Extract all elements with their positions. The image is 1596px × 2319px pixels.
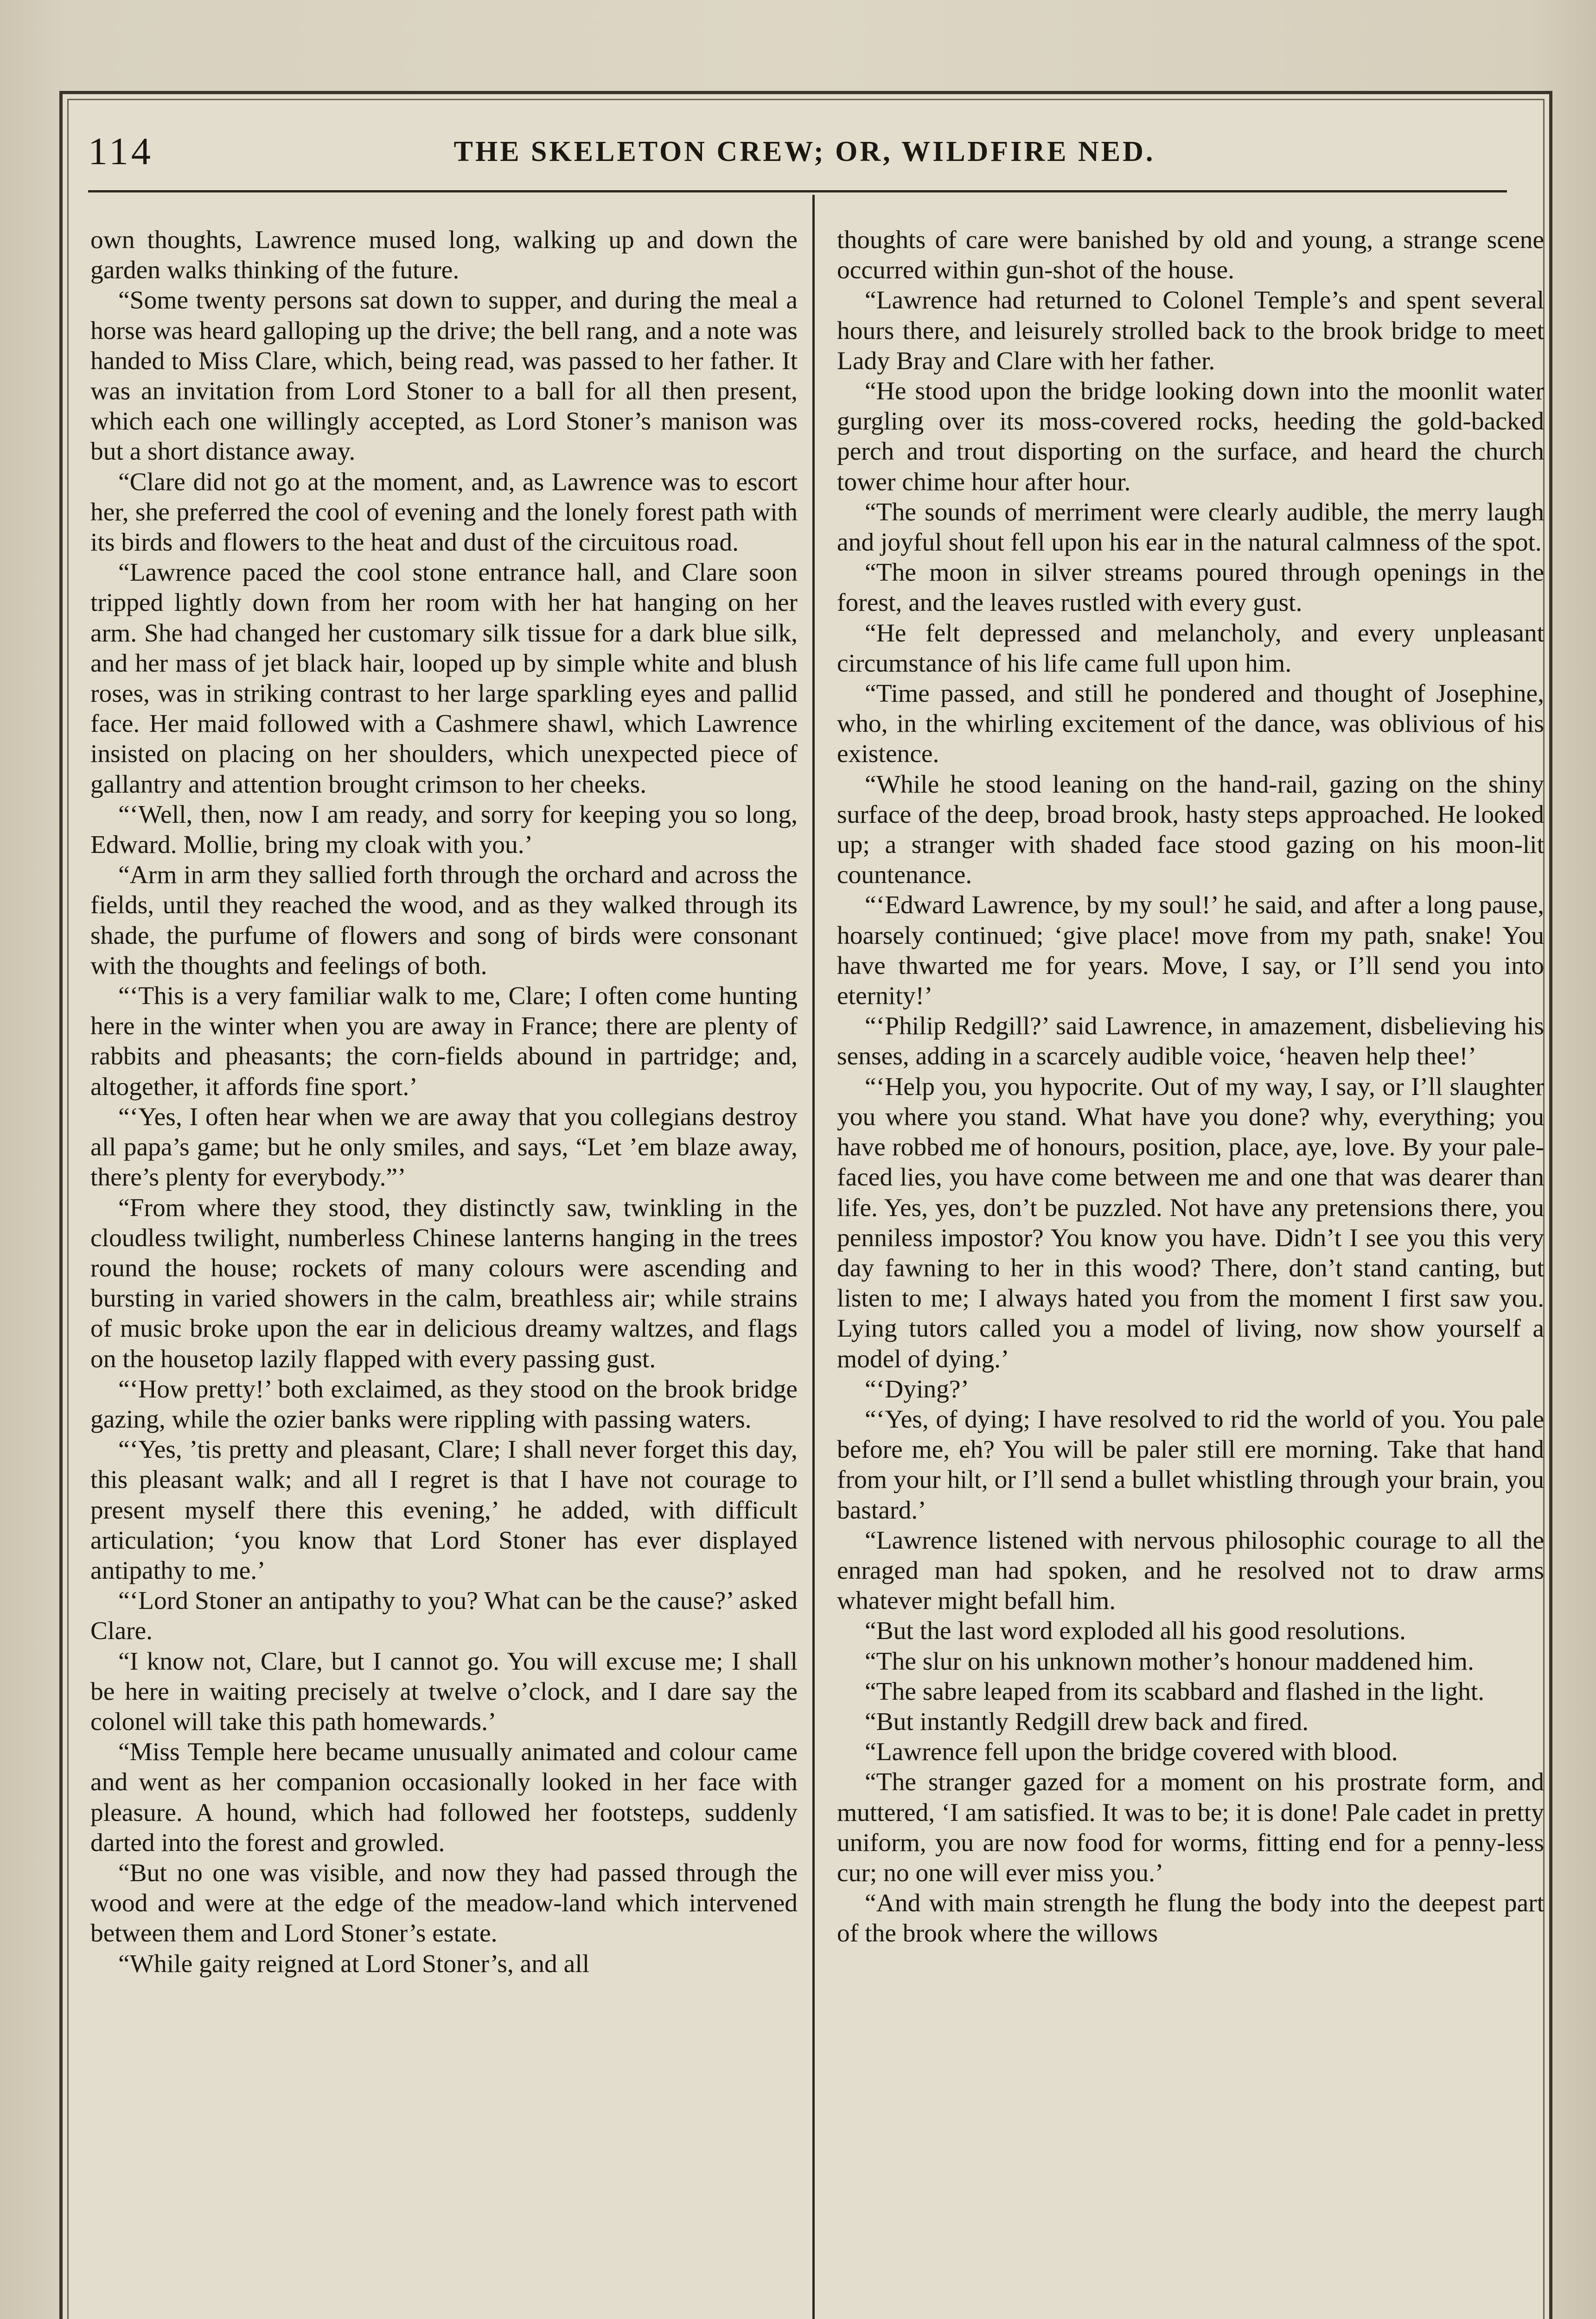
paragraph: “The sabre leaped from its scabbard and flashed in the light. — [865, 1677, 1485, 1706]
running-title: THE SKELETON CREW; OR, WILDFIRE NED. — [453, 136, 1156, 167]
paragraph: “Lawrence paced the cool stone entrance hall, and Clare soon tripped lightly down from her room with her hat hanging on her arm. She had changed her customary silk tissue for a dark blue silk, and her mass of jet black hair, looped up by simple white and blush roses, was in striking contrast to her large sparkling eyes and pallid face. Her maid followed with a Cashmere shawl, which Lawrence insisted on placing on her shoulders, which unexpected piece of gallantry and attention brought crimson to her cheeks. — [90, 558, 798, 799]
paragraph: “While gaity reigned at Lord Stoner’s, and all — [118, 1949, 590, 1978]
paragraph: “Some twenty persons sat down to supper, and during the meal a horse was heard galloping up the drive; the bell rang, and a note was handed to Miss Clare, which, being read, was passed to her father. It was an invitation from Lord Stoner to a ball for all then present, which each one willingly accepted, as Lord Stoner’s manison was but a short distance away. — [90, 286, 798, 466]
paragraph: “‘Yes, I often hear when we are away that you collegians destroy all papa’s game; but he only smiles, and says, “Let ’em blaze away, there’s plenty for everybody.”’ — [90, 1102, 798, 1192]
paragraph: “He stood upon the bridge looking down into the moonlit water gurgling over its moss-covered rocks, heeding the gold-backed perch and trout disporting on the surface, and heard the church tower chime hour after hour. — [837, 377, 1544, 496]
paragraph: “‘Philip Redgill?’ said Lawrence, in amazement, disbelieving his senses, adding in a scarcely audible voice, ‘heaven help thee!’ — [837, 1012, 1544, 1071]
paragraph: “And with main strength he flung the body into the deepest part of the brook where the willows — [837, 1889, 1544, 1948]
paragraph: “‘Dying?’ — [865, 1375, 969, 1403]
page-number: 114 — [88, 130, 153, 173]
paragraph: “Time passed, and still he pondered and thought of Josephine, who, in the whirling excitement of the dance, was oblivious of his existence. — [837, 679, 1544, 769]
right-column — [837, 225, 1544, 1949]
paragraph: “The moon in silver streams poured through openings in the forest, and the leaves rustled with every gust. — [837, 558, 1544, 617]
paragraph: “‘Help you, you hypocrite. Out of my way, I say, or I’ll slaughter you where you stand. What have you done? why, everything; you have robbed me of honours, position, place, aye, love. By your pale-faced lies, you have come between me and one that was dearer than life. Yes, yes, don’t be puzzled. Not have any pretensions there, you penniless impostor? You know you have. Didn’t I see you this very day fawning to her in this wood? There, don’t stand canting, but listen to me; I always hated you from the moment I first saw you. Lying tutors called you a model of living, now show yourself a model of dying.’ — [837, 1072, 1544, 1373]
left-column — [90, 225, 798, 1979]
paragraph: “From where they stood, they distinctly saw, twinkling in the cloudless twilight, numberless Chinese lanterns hanging in the trees round the house; rockets of many colours were ascending and bursting in varied showers in the calm, breathless air; while strains of music broke upon the ear in delicious dreamy waltzes, and flags on the housetop lazily flapped with every passing gust. — [90, 1193, 798, 1373]
paragraph: “Lawrence fell upon the bridge covered with blood. — [865, 1738, 1398, 1767]
paragraph: “I know not, Clare, but I cannot go. You will excuse me; I shall be here in waiting precisely at twelve o’clock, and I dare say the colonel will take this path homewards.’ — [90, 1647, 798, 1736]
header-rule — [88, 190, 1507, 192]
paragraph: “Lawrence listened with nervous philosophic courage to all the enraged man had spoken, and he resolved not to draw arms whatever might befall him. — [837, 1526, 1544, 1615]
paragraph: “But the last word exploded all his good resolutions. — [865, 1617, 1406, 1646]
paragraph: “Lawrence had returned to Colonel Temple’s and spent several hours there, and leisurely strolled back to the brook bridge to meet Lady Bray and Clare with her father. — [837, 286, 1544, 375]
paragraph: “The slur on his unknown mother’s honour maddened him. — [865, 1647, 1474, 1676]
paragraph: “He felt depressed and melancholy, and every unpleasant circumstance of his life came full upon him. — [837, 619, 1544, 678]
paragraph: “‘Yes, of dying; I have resolved to rid the world of you. You pale before me, eh? You will be paler still ere morning. Take that hand from your hilt, or I’ll send a bullet whistling through your brain, you bastard.’ — [837, 1405, 1544, 1525]
paragraph: “While he stood leaning on the hand-rail, gazing on the shiny surface of the deep, broad brook, hasty steps approached. He looked up; a stranger with shaded face stood gazing on his moon-lit countenance. — [837, 770, 1544, 890]
paragraph: “‘Well, then, now I am ready, and sorry for keeping you so long, Edward. Mollie, bring my cloak with you.’ — [90, 800, 798, 859]
page-header — [88, 125, 1521, 181]
paragraph: “Clare did not go at the moment, and, as Lawrence was to escort her, she preferred the cool of evening and the lonely forest path with its birds and flowers to the heat and dust of the circuitous road. — [90, 468, 798, 557]
column-divider — [812, 195, 815, 2319]
paragraph: thoughts of care were banished by old and young, a strange scene occurred within gun-shot of the house. — [837, 226, 1544, 285]
paragraph: “‘This is a very familiar walk to me, Clare; I often come hunting here in the winter when you are away in France; there are plenty of rabbits and pheasants; the corn-fields abound in partridge; and, altogether, it affords fine sport.’ — [90, 982, 798, 1101]
paragraph: “The stranger gazed for a moment on his prostrate form, and muttered, ‘I am satisfied. It was to be; it is done! Pale cadet in pretty uniform, you are now food for worms, fitting end for a penny-less cur; no one will ever miss you.’ — [837, 1768, 1544, 1887]
paragraph: “But no one was visible, and now they had passed through the wood and were at the edge of the meadow-land which intervened between them and Lord Stoner’s estate. — [90, 1858, 798, 1948]
paragraph: “Miss Temple here became unusually animated and colour came and went as her companion occasionally looked in her face with pleasure. A hound, which had followed her footsteps, suddenly darted into the forest and growled. — [90, 1738, 798, 1857]
paragraph: own thoughts, Lawrence mused long, walking up and down the garden walks thinking of the future. — [90, 226, 798, 285]
paragraph: “‘Edward Lawrence, by my soul!’ he said, and after a long pause, hoarsely continued; ‘give place! move from my path, snake! You have thwarted me for years. Move, I say, or I’ll send you into eternity!’ — [837, 891, 1544, 1011]
paragraph: “The sounds of merriment were clearly audible, the merry laugh and joyful shout fell upon his ear in the natural calmness of the spot. — [837, 498, 1544, 557]
paragraph: “‘How pretty!’ both exclaimed, as they stood on the brook bridge gazing, while the ozier banks were rippling with passing waters. — [90, 1375, 798, 1434]
paragraph: “‘Lord Stoner an antipathy to you? What can be the cause?’ asked Clare. — [90, 1587, 798, 1646]
paragraph: “Arm in arm they sallied forth through the orchard and across the fields, until they reached the wood, and as they walked through its shade, the purfume of flowers and song of birds were consonant with the thoughts and feelings of both. — [90, 861, 798, 980]
paragraph: “But instantly Redgill drew back and fired. — [865, 1707, 1309, 1736]
paragraph: “‘Yes, ’tis pretty and pleasant, Clare; I shall never forget this day, this pleasant walk; and all I regret is that I have not courage to present myself there this evening,’ he added, with difficult articulation; ‘you know that Lord Stoner has ever displayed antipathy to me.’ — [90, 1435, 798, 1585]
